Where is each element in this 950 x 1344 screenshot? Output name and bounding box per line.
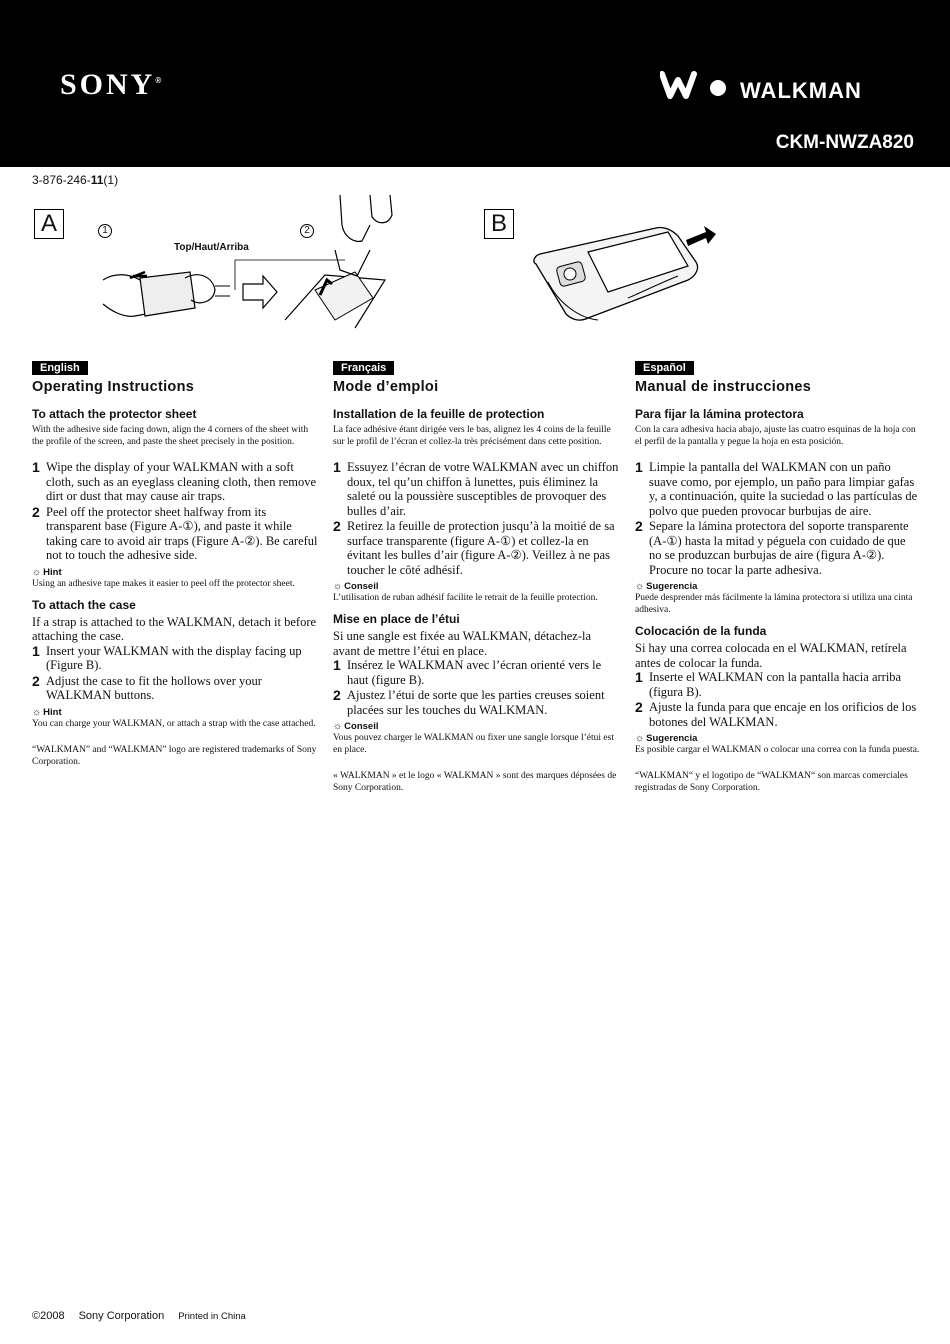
walkman-wordmark: WALKMAN	[740, 78, 862, 103]
french-trademark: « WALKMAN » et le logo « WALKMAN » sont des marques déposées de Sony Corporation.	[333, 771, 617, 793]
spanish-step-4: 2 Ajuste la funda para que encaje en los orificios de los botones del WALKMAN.	[635, 699, 917, 729]
french-case-heading: Mise en place de l’étui	[333, 612, 460, 626]
figure-step-2-marker: 2	[300, 224, 314, 238]
figure-a-illustration	[95, 250, 395, 330]
lightbulb-icon: ☼	[635, 581, 645, 592]
french-step-3: 1 Insérez le WALKMAN avec l’écran orienté vers le haut (figure B).	[333, 657, 602, 687]
sony-logo: SONY®	[60, 68, 162, 101]
footer	[32, 1310, 260, 1322]
lang-badge-french: Français	[333, 361, 394, 375]
spanish-case-intro: Si hay una correa colocada en el WALKMAN, retírela antes de colocar la funda.	[635, 641, 907, 670]
english-case-heading: To attach the case	[32, 597, 136, 612]
french-step-4: 2 Ajustez l’étui de sorte que les parties creuses soient placées sur les touches du WALKMAN.	[333, 687, 605, 717]
french-title: Mode d’emploi	[333, 379, 439, 395]
english-hint-1: ☼ Hint Using an adhesive tape makes it easier to peel off the protector sheet.	[32, 566, 295, 589]
lightbulb-icon: ☼	[32, 706, 42, 718]
spanish-trademark: “WALKMAN“ y el logotipo de “WALKMAN“ son marcas comerciales registradas de Sony Corporation.	[635, 771, 908, 793]
spanish-hint-2: ☼ Sugerencia Es posible cargar el WALKMAN o colocar una correa con la funda puesta.	[635, 733, 920, 755]
spanish-title: Manual de instrucciones	[635, 379, 812, 395]
figure-a-label: A	[34, 209, 64, 239]
spanish-protector-heading: Para fijar la lámina protectora	[635, 407, 804, 421]
english-hint-2: ☼ Hint You can charge your WALKMAN, or attach a strap with the case attached.	[32, 706, 316, 729]
english-case-intro: If a strap is attached to the WALKMAN, detach it before attaching the case.	[32, 614, 317, 643]
english-trademark: “WALKMAN” and “WALKMAN” logo are registered trademarks of Sony Corporation.	[32, 744, 317, 767]
english-title: Operating Instructions	[32, 379, 195, 395]
copyright: ©2008	[32, 1310, 65, 1322]
lang-badge-english: English	[32, 361, 88, 375]
lightbulb-icon: ☼	[333, 581, 343, 592]
company-name: Sony Corporation	[78, 1310, 165, 1322]
top-label: Top/Haut/Arriba	[174, 242, 249, 253]
english-column	[32, 358, 318, 768]
french-protector-intro: La face adhésive étant dirigée vers le bas, alignez les 4 coins de la feuille sur le profil de l’écran et collez-la très précisément dans cette position.	[333, 425, 611, 447]
lightbulb-icon: ☼	[333, 721, 343, 732]
figure-a-hands-icon	[330, 195, 400, 255]
french-step-2: 2 Retirez la feuille de protection jusqu’à la moitié de sa surface transparente (figure A-①) et collez-la en évitant les bulles d’air (figure A-②). Veillez à ne pas toucher le côté adhésif.	[333, 518, 615, 577]
english-step-1: 1 Wipe the display of your WALKMAN with a soft cloth, such as an eyeglass cleaning cloth, then remove dirt or dust that may cause air traps.	[32, 459, 317, 503]
figure-b-label: B	[484, 209, 514, 239]
french-hint-1: ☼ Conseil L’utilisation de ruban adhésif facilite le retrait de la feuille protection.	[333, 581, 598, 603]
english-step-3: 1 Insert your WALKMAN with the display facing up (Figure B).	[32, 642, 302, 672]
english-step-2: 2 Peel off the protector sheet halfway from its transparent base (Figure A-①), and paste it while taking care to avoid air traps (Figure A-②). Be careful not to touch the adhesive side.	[32, 503, 318, 562]
lightbulb-icon: ☼	[32, 566, 42, 578]
spanish-step-1: 1 Limpie la pantalla del WALKMAN con un paño suave como, por ejemplo, un paño para limpiar gafas y, a continuación, quite la suciedad o las partículas de polvo que pueden provocar burbujas de aire.	[635, 459, 918, 518]
french-protector-heading: Installation de la feuille de protection	[333, 407, 545, 421]
header-banner	[0, 0, 950, 167]
model-number: CKM-NWZA820	[775, 132, 914, 153]
spanish-step-2: 2 Separe la lámina protectora del soporte transparente (A-①) hasta la mitad y péguela con cuidado de que no se produzcan burbujas de aire (figura A-②). Procure no tocar la parte adhesiva.	[635, 518, 909, 577]
figure-step-1-marker: 1	[98, 224, 112, 238]
french-hint-2: ☼ Conseil Vous pouvez charger le WALKMAN ou fixer une sangle lorsque l’étui est en place.	[333, 721, 614, 755]
english-step-4: 2 Adjust the case to fit the hollows over your WALKMAN buttons.	[32, 672, 262, 702]
part-number: 3-876-246-11(1)	[32, 173, 119, 187]
printed-in: Printed in China	[178, 1311, 246, 1322]
english-protector-heading: To attach the protector sheet	[32, 407, 197, 421]
figure-b-illustration	[528, 222, 718, 332]
spanish-case-heading: Colocación de la funda	[635, 624, 767, 638]
spanish-protector-intro: Con la cara adhesiva hacia abajo, ajuste las cuatro esquinas de la hoja con el perfil de la pantalla y pegue la hoja en esta posición.	[635, 425, 916, 447]
french-column	[333, 358, 619, 794]
lightbulb-icon: ☼	[635, 733, 645, 744]
english-protector-intro: With the adhesive side facing down, align the 4 corners of the sheet with the profile of the screen, and paste the sheet precisely in the position.	[32, 425, 309, 447]
french-case-intro: Si une sangle est fixée au WALKMAN, détachez-la avant de mettre l’étui en place.	[333, 629, 592, 658]
spanish-hint-1: ☼ Sugerencia Puede desprender más fácilmente la lámina protectora si utiliza una cinta adhesiva.	[635, 581, 913, 615]
lang-badge-spanish: Español	[635, 361, 694, 375]
french-step-1: 1 Essuyez l’écran de votre WALKMAN avec un chiffon doux, tel qu’un chiffon à lunettes, puis éliminez la saleté ou la poussière susceptibles de provoquer des bulles d’air.	[333, 459, 619, 518]
spanish-step-3: 1 Inserte el WALKMAN con la pantalla hacia arriba (figura B).	[635, 669, 902, 699]
spanish-column	[635, 358, 921, 794]
